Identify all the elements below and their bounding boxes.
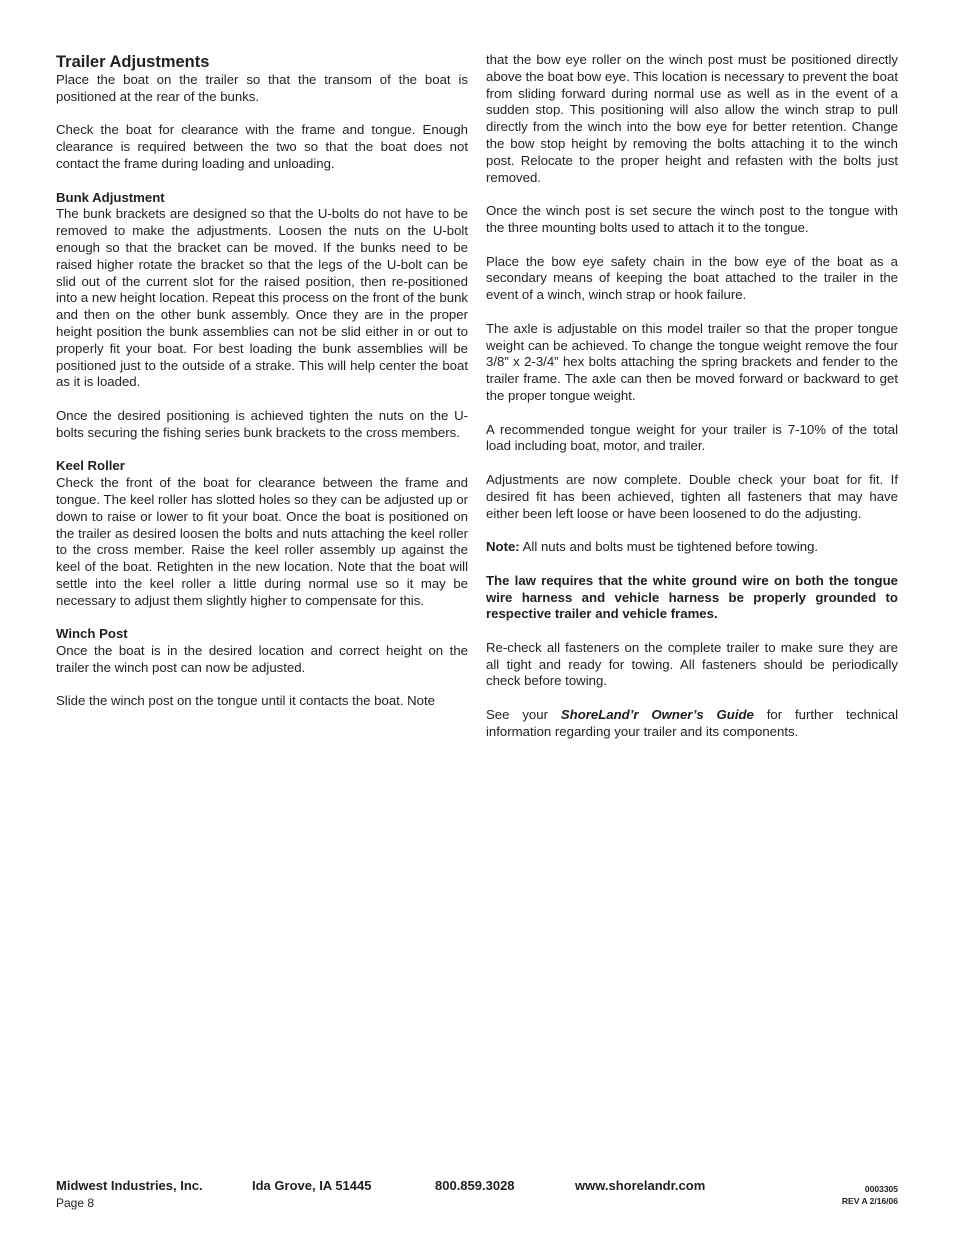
- paragraph: Once the winch post is set secure the winch post to the tongue with the three mounting bolts used to attach it to the tongue.: [486, 203, 898, 235]
- right-column: [486, 52, 898, 757]
- paragraph: Once the boat is in the desired location and correct height on the trailer the winch post can now be adjusted.: [56, 643, 468, 675]
- paragraph: The bunk brackets are designed so that the U-bolts do not have to be removed to make the adjustments. Loosen the nuts on the U-bolt enough so that the bracket can be moved. If the bunks need to be raised higher rotate the bracket so that the legs of the U-bolt can be slid out of the current slot for the raised position, then re-positioned into a new height location. Repeat this process on the front of the bunk and then on the other bunk assembly. Once they are in the proper height position the bunk assemblies can not be slid either in or out to properly fit your boat. For best loading the bunk assemblies will be positioned just to the outside of a strake. This will help center the boat as it is loaded.: [56, 206, 469, 390]
- owners-guide-title: ShoreLand’r Owner’s Guide: [560, 707, 754, 723]
- page-number: Page 8: [56, 1196, 95, 1210]
- paragraph: Slide the winch post on the tongue until it contacts the boat. Note: [56, 693, 436, 709]
- note-text: All nuts and bolts must be tightened before towing.: [519, 539, 819, 555]
- paragraph: Adjustments are now complete. Double check your boat for fit. If desired fit has been achieved, tighten all fasteners that may have either been left loose or have been loosened to do the adjusting.: [486, 471, 898, 521]
- guide-reference: [486, 707, 898, 741]
- section-title: Trailer Adjustments: [56, 53, 210, 71]
- winch-post-heading: Winch Post: [56, 626, 128, 642]
- paragraph: Check the boat for clearance with the frame and tongue. Enough clearance is required between the two so that the boat does not contact the frame during loading and unloading.: [56, 122, 468, 171]
- revision: REV A 2/16/06: [841, 1196, 898, 1206]
- paragraph: The axle is adjustable on this model trailer so that the proper tongue weight can be achieved. To change the tongue weight remove the four 3/8” x 2-3/4” hex bolts attaching the spring brackets and fender to the trailer frame. The axle can then be moved forward or backward to get the proper tongue weight.: [486, 320, 898, 403]
- paragraph: Once the desired positioning is achieved tighten the nuts on the U-bolts securing the fishing series bunk brackets to the cross members.: [56, 407, 468, 440]
- note-label: Note:: [486, 539, 520, 555]
- footer-phone: 800.859.3028: [435, 1178, 515, 1193]
- footer-company: Midwest Industries, Inc.: [56, 1178, 203, 1193]
- document-number: 0003305: [864, 1184, 898, 1194]
- paragraph: Re-check all fasteners on the complete trailer to make sure they are all tight and ready for towing. All fasteners should be periodically check before towing.: [486, 639, 898, 689]
- paragraph: A recommended tongue weight for your trailer is 7-10% of the total load including boat, motor, and trailer.: [486, 421, 898, 454]
- footer-city: Ida Grove, IA 51445: [252, 1178, 372, 1193]
- guide-suffix: for further technical information regarding your trailer and its components.: [486, 707, 899, 739]
- note-paragraph: [486, 539, 898, 556]
- left-column: [56, 52, 468, 710]
- paragraph: Place the boat on the trailer so that the transom of the boat is positioned at the rear of the bunks.: [56, 72, 468, 104]
- keel-roller-heading: Keel Roller: [56, 458, 125, 474]
- paragraph: Check the front of the boat for clearance between the frame and tongue. The keel roller has slotted holes so they can be adjusted up or down to raise or lower to fit your boat. Once the boat is positioned on the trailer as desired loosen the bolts and nuts attaching the keel roller to the cross member. Raise the keel roller assembly up against the keel of the boat. Retighten in the new location. Note that the boat will settle into the keel roller a little during normal use so it may be necessary to adjust them slightly higher to compensate for this.: [56, 475, 468, 608]
- document-info: [842, 1183, 898, 1207]
- guide-prefix: See your: [486, 707, 561, 723]
- footer-website: www.shorelandr.com: [575, 1178, 706, 1193]
- paragraph: that the bow eye roller on the winch post must be positioned directly above the boat bow eye. This location is necessary to prevent the boat from sliding forward during normal use as well as in the event of a sudden stop. This positioning will also allow the winch strap to pull directly from the winch into the bow eye for better retention. Change the bow stop height by removing the bolts attaching it to the winch post. Relocate to the proper height and refasten with the bolts just removed.: [486, 52, 898, 185]
- law-warning: The law requires that the white ground wire on both the tongue wire harness and vehicle harness be properly grounded to respective trailer and vehicle frames.: [486, 572, 898, 622]
- bunk-adjustment-heading: Bunk Adjustment: [56, 189, 165, 205]
- paragraph: Place the bow eye safety chain in the bow eye of the boat as a secondary means of keeping the boat attached to the trailer in the event of a winch, winch strap or hook failure.: [486, 253, 898, 303]
